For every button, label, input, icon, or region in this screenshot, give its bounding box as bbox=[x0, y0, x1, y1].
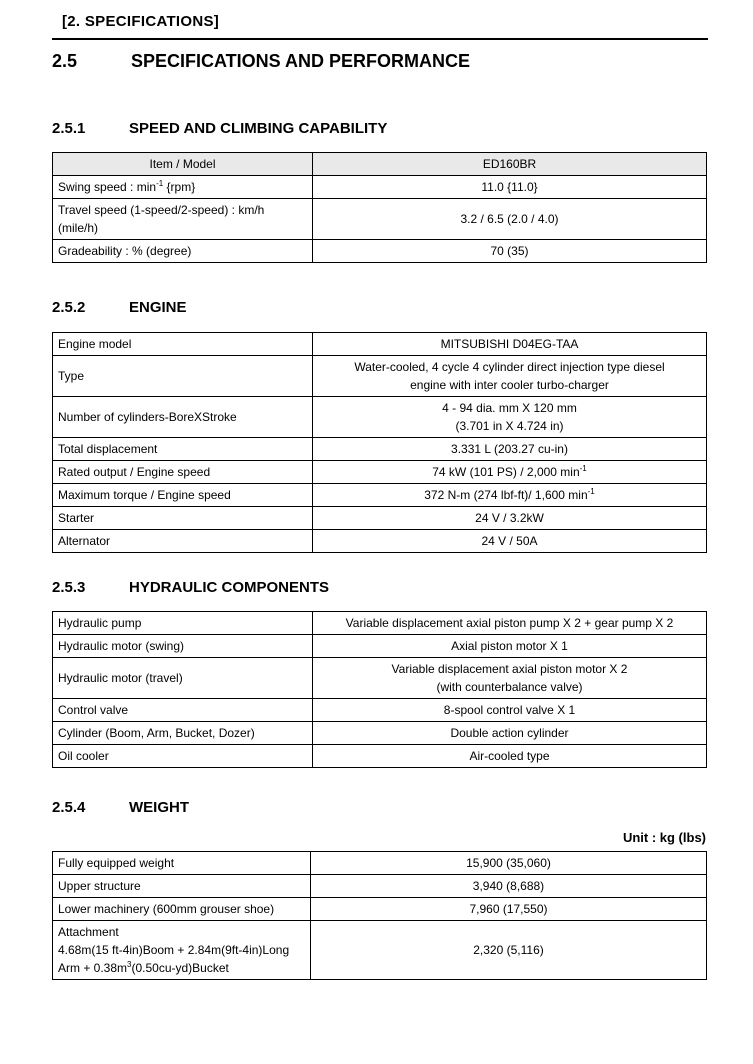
table-row bbox=[53, 397, 707, 438]
table-row bbox=[53, 461, 707, 484]
row-value: 372 N-m (274 lbf-ft)/ 1,600 $\min^{-1}$ bbox=[313, 484, 707, 507]
hydraulic-table bbox=[52, 611, 707, 768]
header-model-name: ED160BR bbox=[313, 153, 707, 176]
table-row bbox=[53, 875, 707, 898]
row-label: Swing speed : $\min^{-1} \{rpm\}$ bbox=[53, 176, 313, 199]
table-row bbox=[53, 745, 707, 768]
row-label: Hydraulic pump bbox=[53, 612, 313, 635]
weight-subsection-text: WEIGHT bbox=[129, 799, 189, 816]
table-row bbox=[53, 852, 707, 875]
row-value: Water-cooled, 4 cycle 4 cylinder direct injection type diesel engine with inter cooler turbo-charger bbox=[313, 356, 707, 397]
table-row bbox=[53, 240, 707, 263]
table-row bbox=[53, 612, 707, 635]
section-number: 2.5 bbox=[52, 51, 78, 71]
table-row bbox=[53, 333, 707, 356]
table-row bbox=[53, 635, 707, 658]
engine-subsection-title bbox=[52, 299, 692, 316]
hydraulic-subsection-text: HYDRAULIC COMPONENTS bbox=[129, 579, 330, 596]
chapter-heading: [2. SPECIFICATIONS] bbox=[62, 13, 220, 30]
row-value: 7,960 (17,550) bbox=[311, 898, 707, 921]
table-row bbox=[53, 722, 707, 745]
row-label: Lower machinery (600mm grouser shoe) bbox=[53, 898, 311, 921]
weight-subsection-title bbox=[52, 799, 692, 816]
speed-subsection-number: 2.5.1 bbox=[52, 120, 86, 137]
section-title-text: SPECIFICATIONS AND PERFORMANCE bbox=[131, 51, 471, 71]
row-label: Total displacement bbox=[53, 438, 313, 461]
row-label: Hydraulic motor (swing) bbox=[53, 635, 313, 658]
table-row bbox=[53, 438, 707, 461]
row-value: 15,900 (35,060) bbox=[311, 852, 707, 875]
row-value: Variable displacement axial piston pump X 2 + gear pump X 2 bbox=[313, 612, 707, 635]
row-label: Alternator bbox=[53, 530, 313, 553]
table-row bbox=[53, 176, 707, 199]
row-label: Type bbox=[53, 356, 313, 397]
row-value: 3.331 L (203.27 cu-in) bbox=[313, 438, 707, 461]
engine-subsection-number: 2.5.2 bbox=[52, 299, 86, 316]
row-label: Starter bbox=[53, 507, 313, 530]
section-title bbox=[52, 51, 652, 72]
hydraulic-subsection-number: 2.5.3 bbox=[52, 579, 86, 596]
table-row bbox=[53, 199, 707, 240]
weight-unit-label: Unit : kg (lbs) bbox=[622, 830, 706, 845]
row-value: 4 - 94 dia. mm X 120 mm (3.701 in X 4.724 in) bbox=[313, 397, 707, 438]
row-value: 24 V / 50A bbox=[313, 530, 707, 553]
row-label: Gradeability : % (degree) bbox=[53, 240, 313, 263]
row-label: Control valve bbox=[53, 699, 313, 722]
row-label: Fully equipped weight bbox=[53, 852, 311, 875]
row-value: MITSUBISHI D04EG-TAA bbox=[313, 333, 707, 356]
table-header-row bbox=[53, 153, 707, 176]
row-value: Air-cooled type bbox=[313, 745, 707, 768]
row-label: Number of cylinders-BoreXStroke bbox=[53, 397, 313, 438]
speed-subsection-title bbox=[52, 120, 692, 137]
row-value: 70 (35) bbox=[313, 240, 707, 263]
row-label: Oil cooler bbox=[53, 745, 313, 768]
row-value: Variable displacement axial piston motor X 2 (with counterbalance valve) bbox=[313, 658, 707, 699]
row-value: 8-spool control valve X 1 bbox=[313, 699, 707, 722]
row-value: 11.0 {11.0} bbox=[313, 176, 707, 199]
engine-table bbox=[52, 332, 707, 553]
row-label: Hydraulic motor (travel) bbox=[53, 658, 313, 699]
table-row bbox=[53, 658, 707, 699]
row-label: Attachment 4.68m(15 ft-4in)Boom + 2.84m(9ft-4in)Long Arm + $0.38m^3(0.50cu-yd)Bucket$ bbox=[53, 921, 311, 980]
row-label: Upper structure bbox=[53, 875, 311, 898]
table-row bbox=[53, 356, 707, 397]
row-label: Rated output / Engine speed bbox=[53, 461, 313, 484]
table-row bbox=[53, 507, 707, 530]
engine-subsection-text: ENGINE bbox=[129, 299, 187, 316]
row-value: Double action cylinder bbox=[313, 722, 707, 745]
table-row bbox=[53, 530, 707, 553]
row-label: Travel speed (1-speed/2-speed) : km/h (mile/h) bbox=[53, 199, 313, 240]
row-label: Engine model bbox=[53, 333, 313, 356]
row-value: 3,940 (8,688) bbox=[311, 875, 707, 898]
row-value: 2,320 (5,116) bbox=[311, 921, 707, 980]
speed-table bbox=[52, 152, 707, 263]
speed-subsection-text: SPEED AND CLIMBING CAPABILITY bbox=[129, 120, 388, 137]
table-row bbox=[53, 921, 707, 980]
row-value: Axial piston motor X 1 bbox=[313, 635, 707, 658]
table-row bbox=[53, 484, 707, 507]
row-label: Cylinder (Boom, Arm, Bucket, Dozer) bbox=[53, 722, 313, 745]
table-row bbox=[53, 699, 707, 722]
row-value: 24 V / 3.2kW bbox=[313, 507, 707, 530]
header-item-model: Item / Model bbox=[53, 153, 313, 176]
weight-table bbox=[52, 851, 707, 980]
row-value: 3.2 / 6.5 (2.0 / 4.0) bbox=[313, 199, 707, 240]
row-label: Maximum torque / Engine speed bbox=[53, 484, 313, 507]
table-row bbox=[53, 898, 707, 921]
weight-subsection-number: 2.5.4 bbox=[52, 799, 86, 816]
row-value: 74 kW (101 PS) / 2,000 $\min^{-1}$ bbox=[313, 461, 707, 484]
hydraulic-subsection-title bbox=[52, 579, 692, 596]
